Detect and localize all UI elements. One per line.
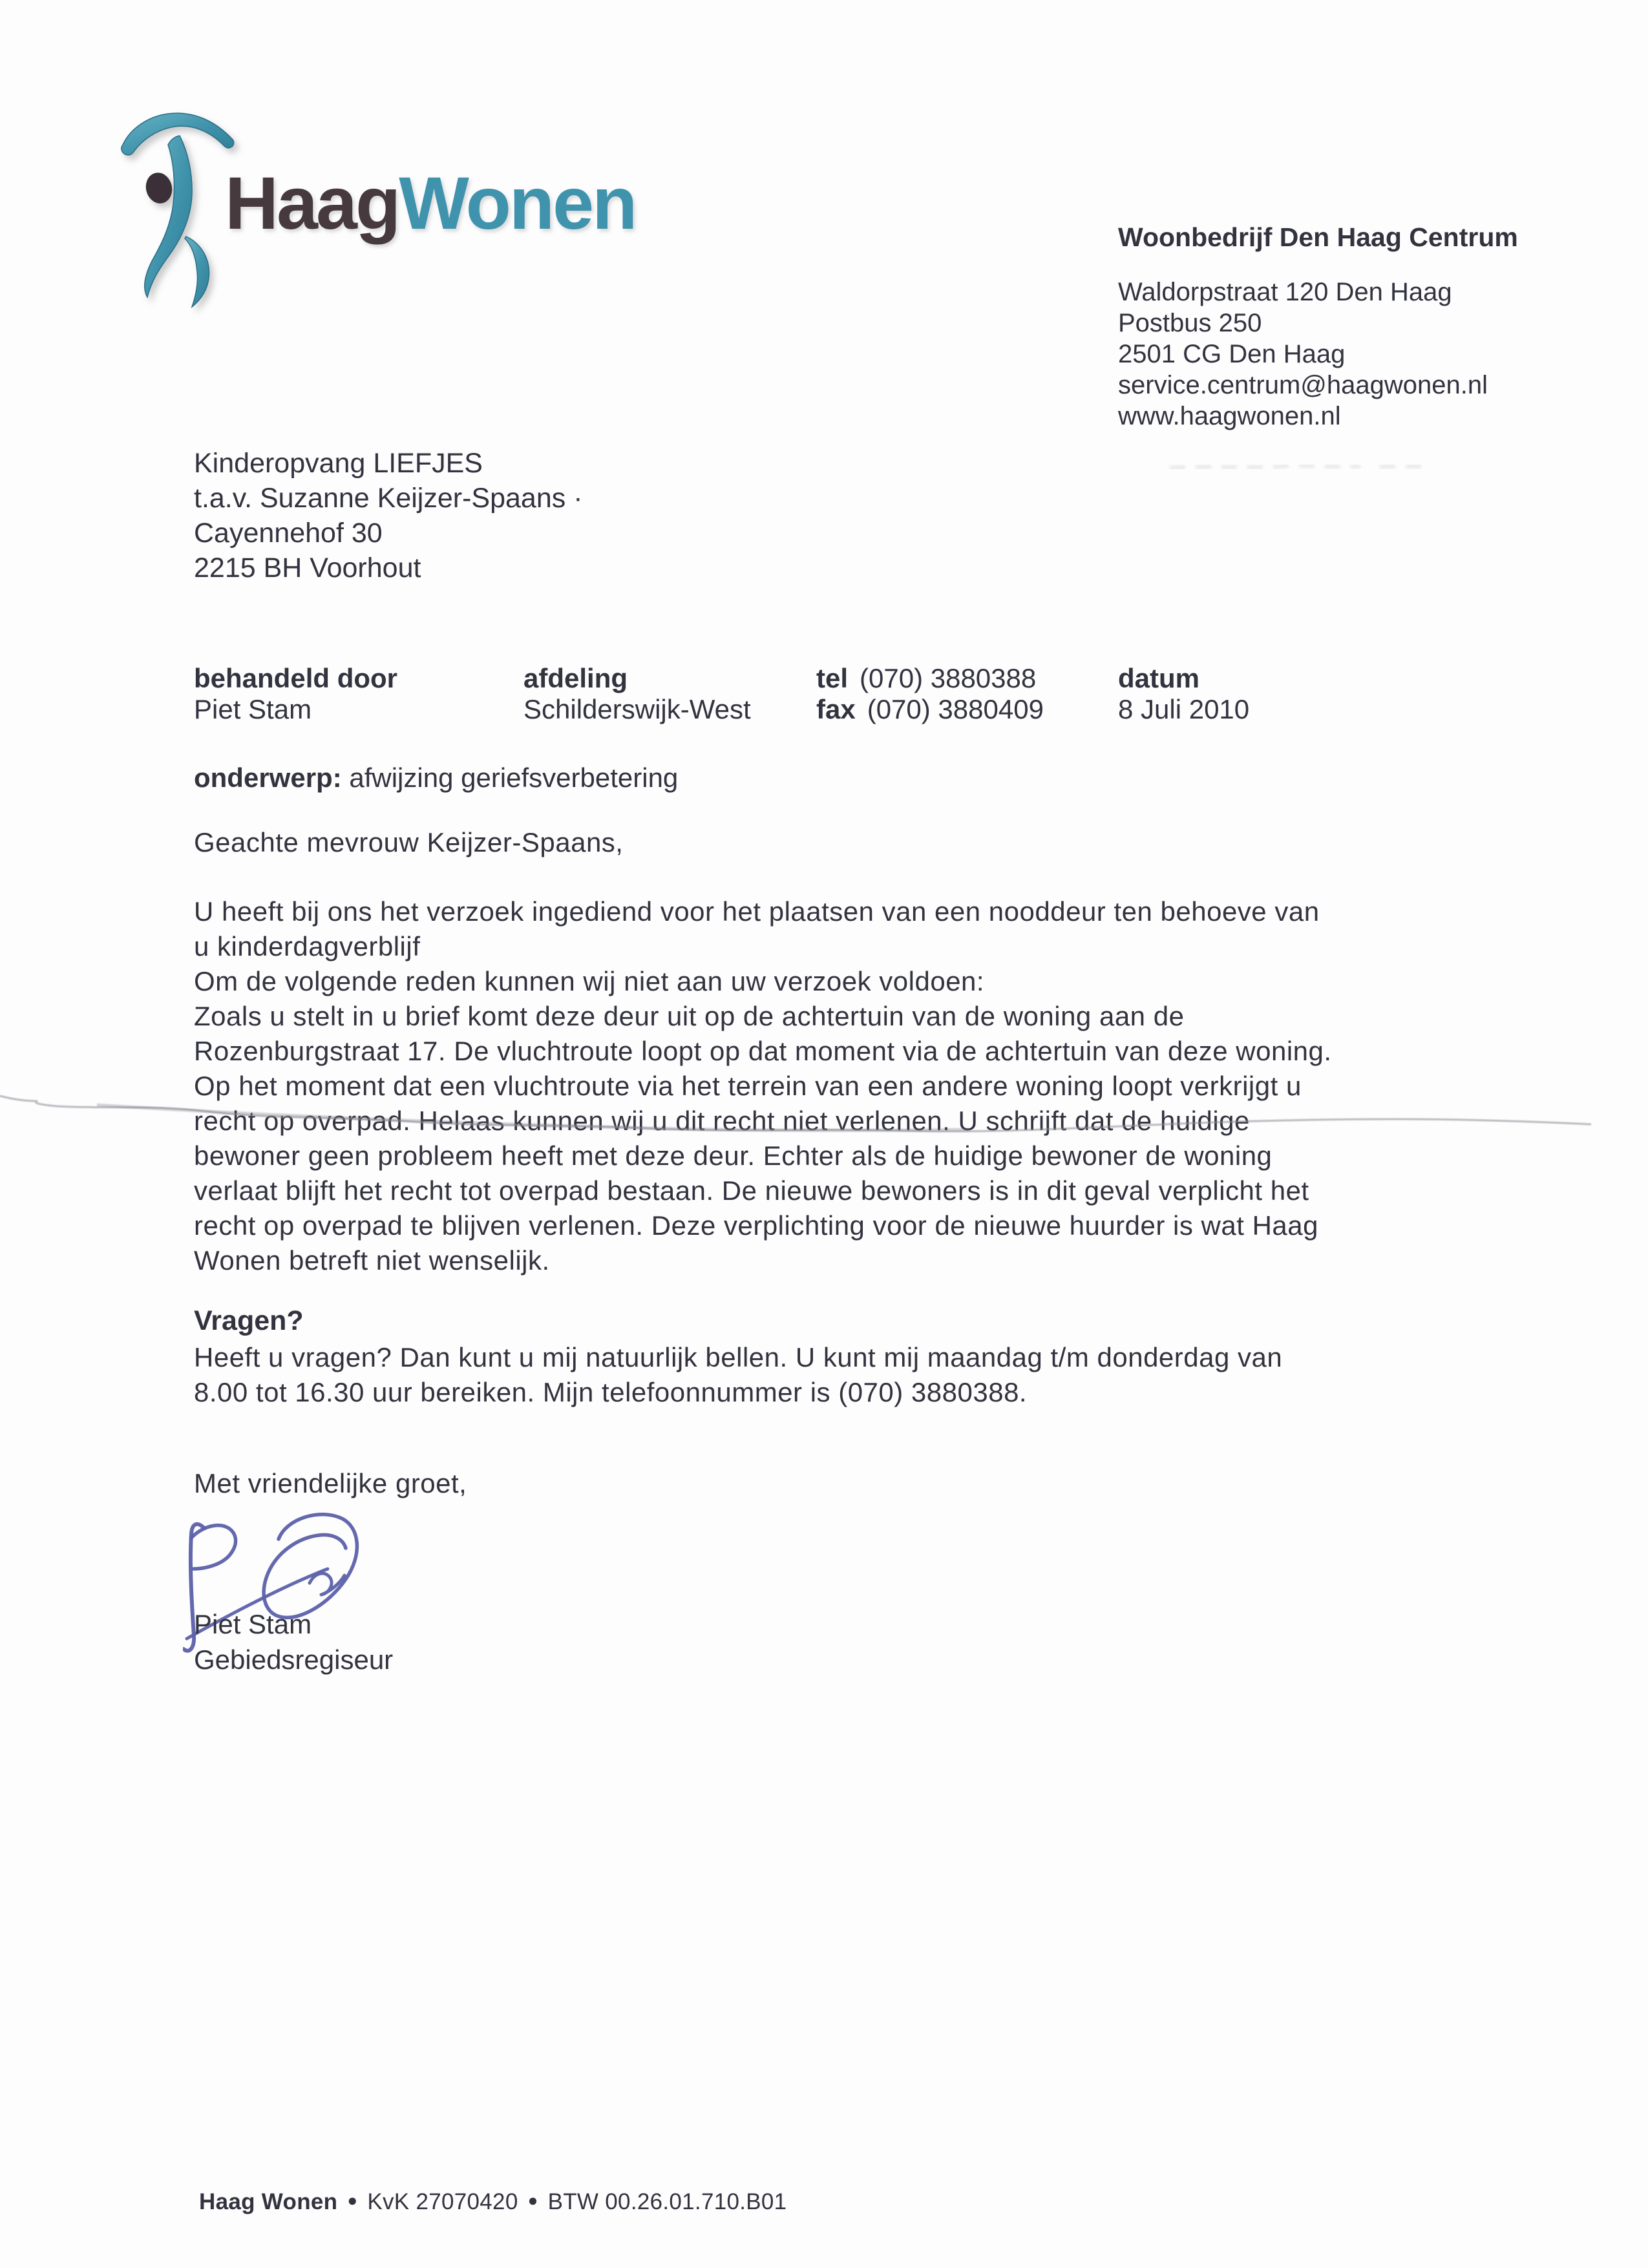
behandeld-door-label: behandeld door <box>194 663 397 693</box>
tel-line <box>816 663 1044 694</box>
body-paragraph <box>194 894 1332 1278</box>
meta-col-behandeld <box>194 663 397 725</box>
recipient-address-line: Cayennehof 30 <box>194 518 383 549</box>
signer-name: Piet Stam <box>194 1609 312 1639</box>
recipient-address-line: Kinderopvang LIEFJES <box>194 448 483 479</box>
datum-label: datum <box>1118 663 1199 693</box>
logo-wordmark <box>225 162 636 245</box>
footer-bullet: ● <box>527 2190 538 2210</box>
questions-heading: Vragen? <box>194 1305 304 1336</box>
subject-value: afwijzing geriefsverbetering <box>349 762 679 793</box>
body-line: Op het moment dat een vluchtroute via het terrein van een andere woning loopt verkrijgt u <box>194 1071 1302 1101</box>
sender-address-line: www.haagwonen.nl <box>1118 402 1341 430</box>
recipient-block <box>194 446 583 585</box>
recipient-address-line: 2215 BH Voorhout <box>194 552 421 583</box>
sender-address-line: Postbus 250 <box>1118 309 1262 337</box>
afdeling-value: Schilderswijk-West <box>523 694 751 724</box>
signer-role: Gebiedsregiseur <box>194 1644 394 1675</box>
body-line: bewoner geen probleem heeft met deze deur. Echter als de huidige bewoner de woning <box>194 1140 1273 1171</box>
sender-address-line: service.centrum@haagwonen.nl <box>1118 371 1488 399</box>
meta-col-tel-fax <box>816 663 1044 725</box>
body-line: recht op overpad. Helaas kunnen wij u dit recht niet verlenen. U schrijft dat de huidige <box>194 1106 1250 1136</box>
questions-line: Heeft u vragen? Dan kunt u mij natuurlijk bellen. U kunt mij maandag t/m donderdag van <box>194 1342 1283 1372</box>
closing: Met vriendelijke groet, <box>194 1468 467 1498</box>
salutation: Geachte mevrouw Keijzer-Spaans, <box>194 827 624 857</box>
footer-company: Haag Wonen <box>199 2189 338 2214</box>
footer-btw: BTW 00.26.01.710.B01 <box>547 2189 787 2214</box>
body-line: U heeft bij ons het verzoek ingediend voor het plaatsen van een nooddeur ten behoeve van <box>194 896 1320 927</box>
subject-label: onderwerp: <box>194 762 342 793</box>
tel-label: tel <box>816 663 849 693</box>
body-line: Rozenburgstraat 17. De vluchtroute loopt op dat moment via de achtertuin van deze woning. <box>194 1036 1332 1066</box>
fax-value: (070) 3880409 <box>867 694 1044 724</box>
body-line: Om de volgende reden kunnen wij niet aan uw verzoek voldoen: <box>194 966 985 996</box>
recipient-address-line: t.a.v. Suzanne Keijzer-Spaans · <box>194 483 583 514</box>
meta-col-afdeling <box>523 663 751 725</box>
behandeld-door-value: Piet Stam <box>194 694 312 724</box>
sender-block <box>1118 222 1518 432</box>
questions-line: 8.00 tot 16.30 uur bereiken. Mijn telefoonnummer is (070) 3880388. <box>194 1377 1028 1407</box>
fax-label: fax <box>816 694 856 724</box>
figure-body <box>145 136 192 297</box>
logo-word-wonen: Wonen <box>399 162 636 245</box>
figure-leg <box>185 236 209 307</box>
afdeling-label: afdeling <box>523 663 628 693</box>
body-line: recht op overpad te blijven verlenen. Deze verplichting voor de nieuwe huurder is wat Haag <box>194 1210 1318 1241</box>
sender-address-line: Waldorpstraat 120 Den Haag <box>1118 278 1452 306</box>
sender-address-lines <box>1118 277 1518 432</box>
tel-value: (070) 3880388 <box>860 663 1037 693</box>
fax-line <box>816 694 1044 725</box>
meta-col-datum <box>1118 663 1249 725</box>
subject-line <box>194 762 678 793</box>
figure-head <box>143 170 175 206</box>
body-line: u kinderdagverblijf <box>194 931 421 961</box>
sender-title: Woonbedrijf Den Haag Centrum <box>1118 222 1518 252</box>
signer-block <box>194 1606 393 1677</box>
logo-word-haag: Haag <box>225 162 399 245</box>
body-line: Wonen betreft niet wenselijk. <box>194 1245 550 1276</box>
body-line: Zoals u stelt in u brief komt deze deur uit op de achtertuin van de woning aan de <box>194 1001 1185 1031</box>
questions-paragraph <box>194 1340 1282 1410</box>
sender-address-line: 2501 CG Den Haag <box>1118 340 1346 368</box>
footer <box>199 2189 787 2215</box>
footer-bullet: ● <box>347 2190 358 2210</box>
datum-value: 8 Juli 2010 <box>1118 694 1250 724</box>
body-line: verlaat blijft het recht tot overpad bestaan. De nieuwe bewoners is in dit geval verplicht het <box>194 1175 1309 1206</box>
footer-kvk: KvK 27070420 <box>367 2189 518 2214</box>
scan-ghost-artifact <box>1167 456 1438 481</box>
